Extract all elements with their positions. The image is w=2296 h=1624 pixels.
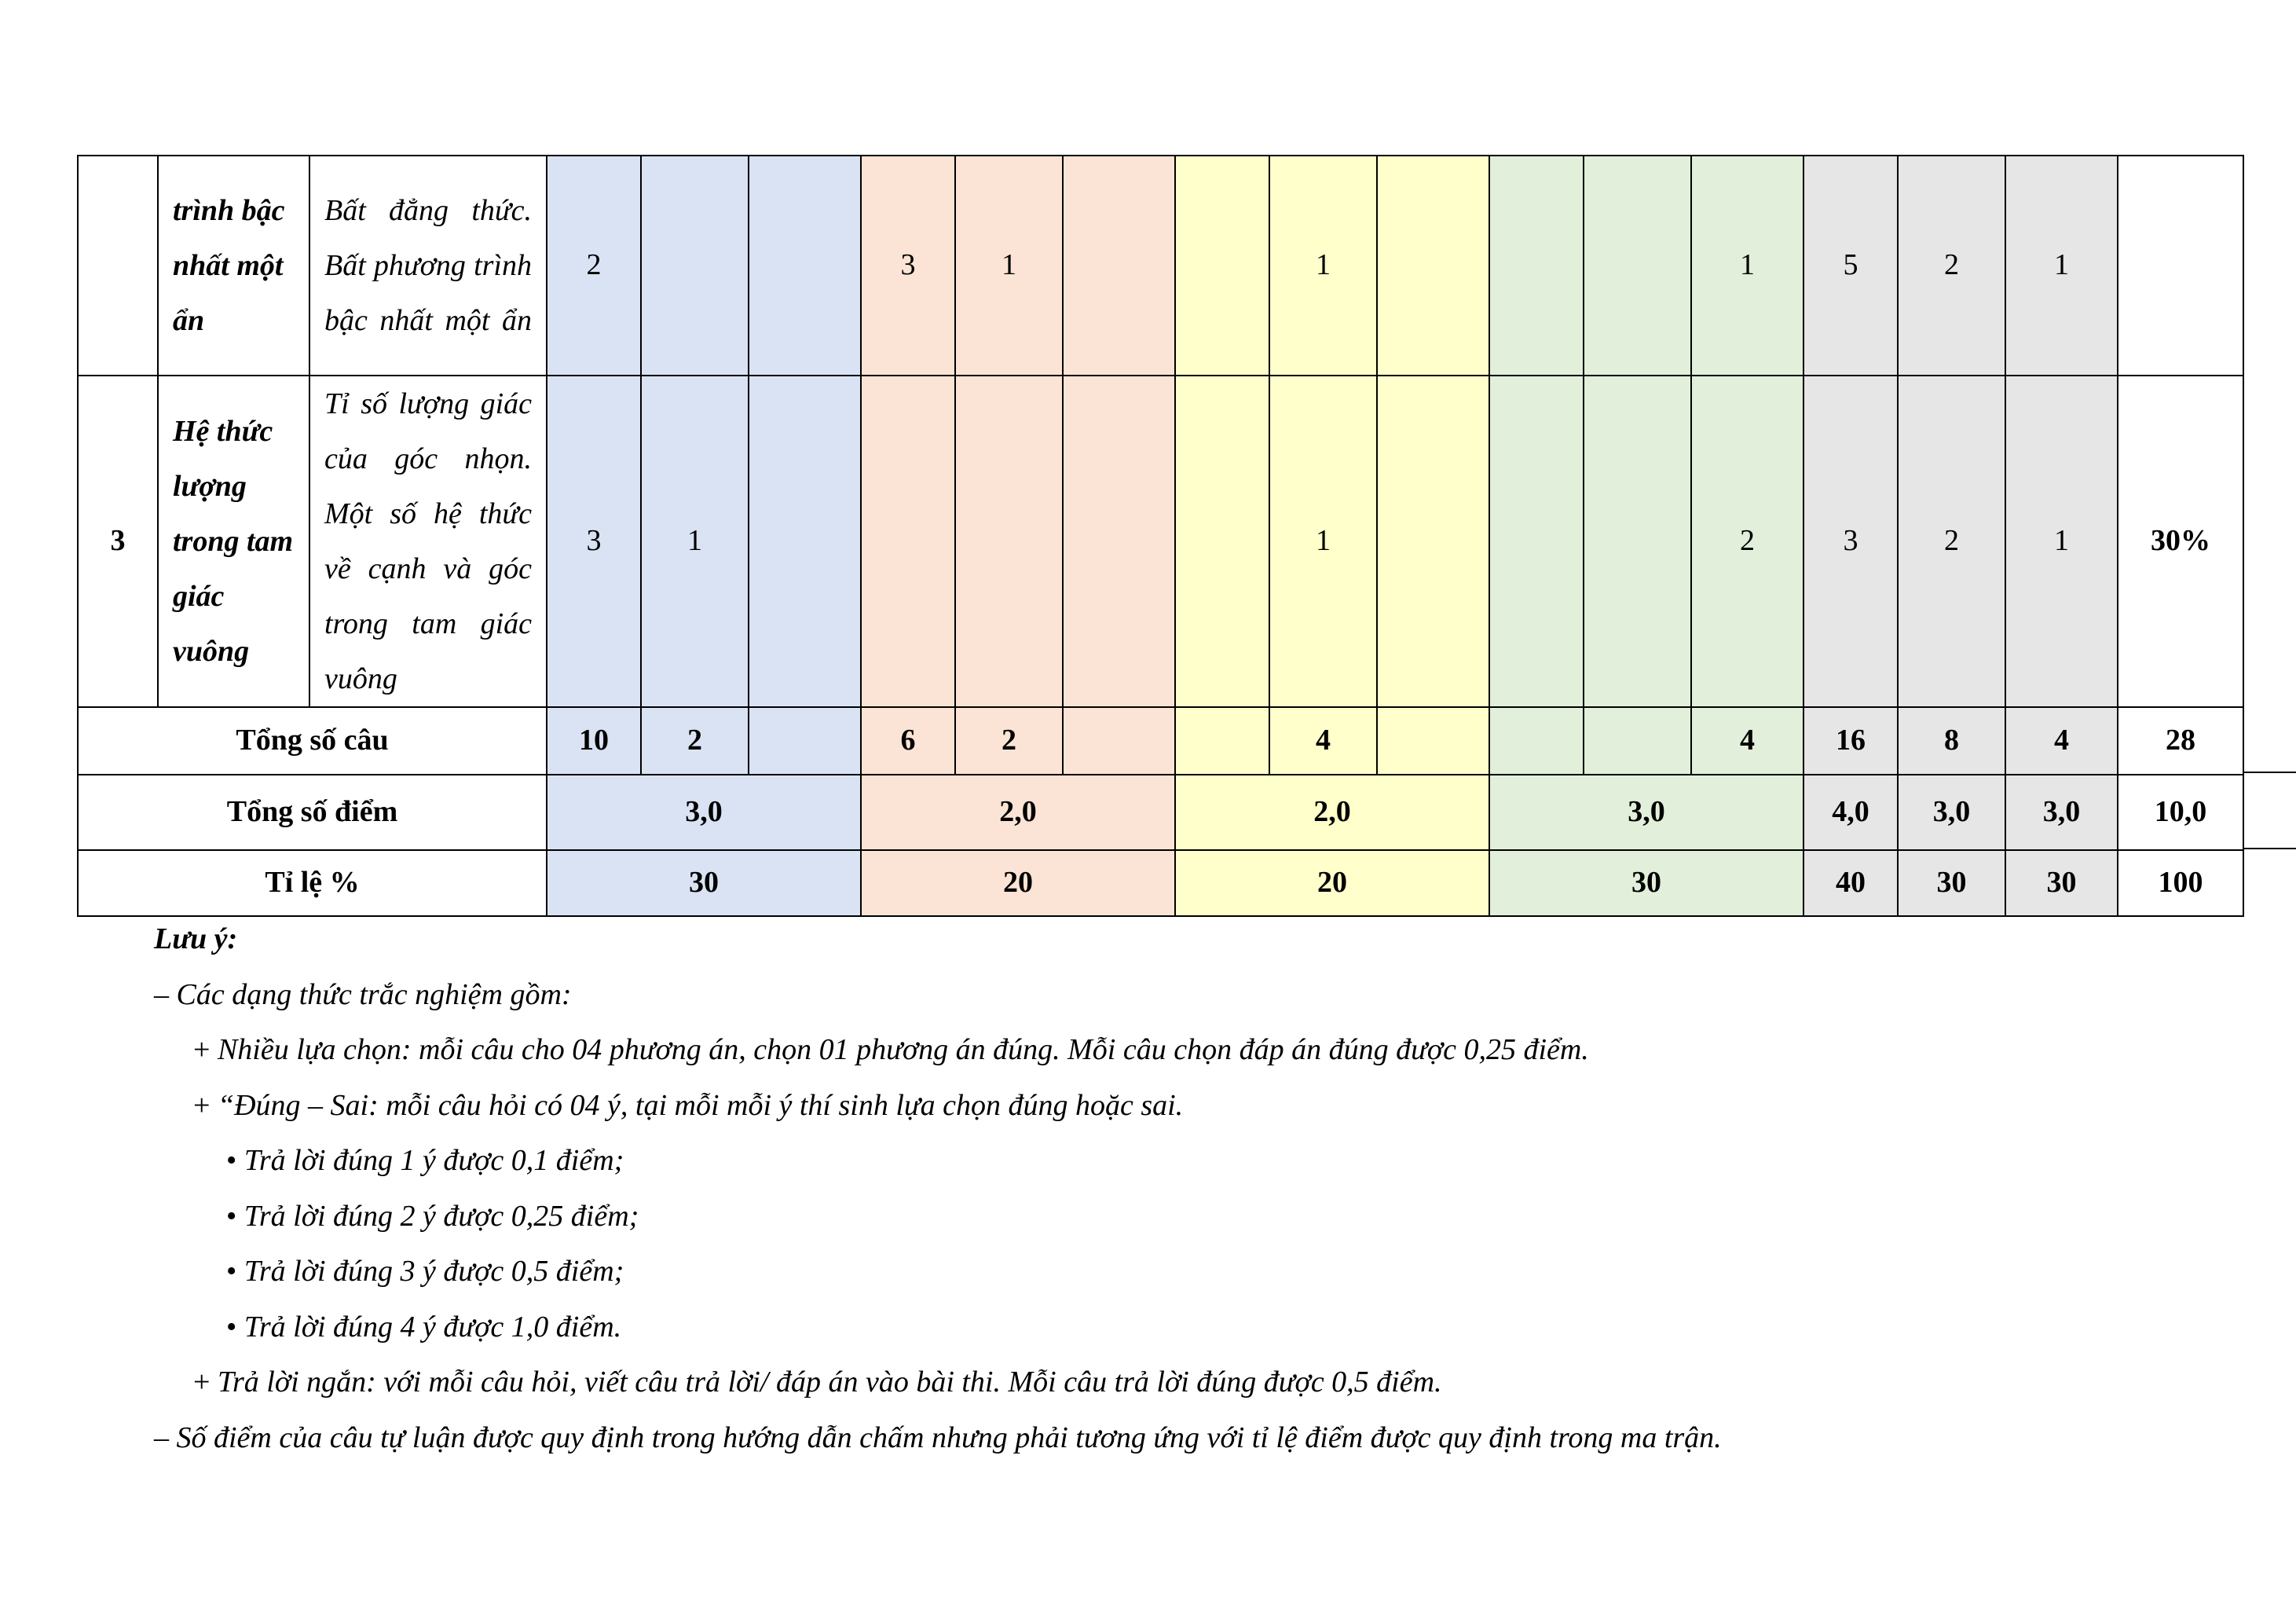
dash-bullet: – [154, 977, 169, 1011]
note-line [154, 1355, 2196, 1410]
group1-cell: 30 [547, 850, 861, 916]
plus-bullet: + [193, 1088, 211, 1122]
cell-c10 [1489, 156, 1584, 376]
note-text: “Đúng – Sai: mỗi câu hỏi có 04 ý, tại mỗi mỗi ý thí sinh lựa chọn đúng hoặc sai. [217, 1088, 1184, 1122]
dot-bullet: • [226, 1255, 237, 1288]
group1-cell: 3,0 [547, 775, 861, 850]
cell-c3 [749, 707, 861, 775]
assessment-matrix-table [77, 155, 2244, 917]
table-extension-line [2243, 772, 2296, 773]
dash-bullet: – [154, 1421, 169, 1454]
cell-c8: 1 [1269, 156, 1377, 376]
cell-c12: 4 [1691, 707, 1803, 775]
cell-c14: 2 [1898, 376, 2005, 707]
cell-c5: 1 [955, 156, 1063, 376]
group2-cell: 20 [861, 850, 1175, 916]
note-text: Trả lời đúng 4 ý được 1,0 điểm. [244, 1310, 622, 1344]
cell-c14: 2 [1898, 156, 2005, 376]
plus-bullet: + [193, 1033, 211, 1066]
note-text: Các dạng thức trắc nghiệm gồm: [176, 977, 572, 1011]
unit-cell: Tỉ số lượng giác của góc nhọn. Một số hệ thức về cạnh và góc trong tam giác vuông [309, 376, 547, 707]
cell-c2: 2 [641, 707, 749, 775]
cell-c7 [1175, 156, 1269, 376]
total-questions-label: Tổng số câu [78, 707, 547, 775]
total-points-label: Tổng số điểm [78, 775, 547, 850]
cell-c10 [1489, 376, 1584, 707]
cell-c7 [1175, 707, 1269, 775]
cell-c3 [749, 156, 861, 376]
cell-c3 [749, 376, 861, 707]
cell-c4: 6 [861, 707, 955, 775]
cell-c5 [955, 376, 1063, 707]
cell-c13: 3 [1803, 376, 1898, 707]
note-text: Trả lời đúng 2 ý được 0,25 điểm; [244, 1199, 639, 1233]
note-line [154, 1078, 2196, 1134]
group4-cell: 30 [1489, 850, 1803, 916]
cell-c12: 1 [1691, 156, 1803, 376]
cell-c2: 1 [641, 376, 749, 707]
table-extension-line [2243, 848, 2296, 849]
group4-cell: 3,0 [1489, 775, 1803, 850]
group3-cell: 20 [1175, 850, 1489, 916]
cell-c8: 1 [1269, 376, 1377, 707]
cell-c15: 30 [2005, 850, 2118, 916]
cell-c11 [1584, 376, 1691, 707]
cell-c9 [1377, 376, 1489, 707]
cell-c8: 4 [1269, 707, 1377, 775]
note-text: Trả lời đúng 3 ý được 0,5 điểm; [244, 1255, 624, 1288]
note-line [154, 1410, 2196, 1466]
cell-c12: 2 [1691, 376, 1803, 707]
table-row-total-points [78, 775, 2243, 850]
table-row-partial [78, 156, 2243, 376]
cell-c9 [1377, 156, 1489, 376]
group2-cell: 2,0 [861, 775, 1175, 850]
cell-c7 [1175, 376, 1269, 707]
cell-c10 [1489, 707, 1584, 775]
note-text: Số điểm của câu tự luận được quy định trong hướng dẫn chấm nhưng phải tương ứng với tỉ lệ điểm được quy định trong ma trận. [176, 1421, 1722, 1454]
dot-bullet: • [226, 1310, 237, 1344]
cell-c1: 2 [547, 156, 641, 376]
cell-c11 [1584, 156, 1691, 376]
note-text: Nhiều lựa chọn: mỗi câu cho 04 phương án, chọn 01 phương án đúng. Mỗi câu chọn đáp án đúng được 0,25 điểm. [217, 1033, 1589, 1066]
notes-title: Lưu ý: [154, 922, 238, 955]
pct-cell: 30% [2118, 376, 2243, 707]
total-cell: 28 [2118, 707, 2243, 775]
topic-cell: Hệ thức lượng trong tam giác vuông [158, 376, 309, 707]
total-cell: 100 [2118, 850, 2243, 916]
note-line [154, 1300, 2196, 1355]
stt-cell: 3 [78, 376, 158, 707]
cell-c14: 3,0 [1898, 775, 2005, 850]
note-line [154, 1022, 2196, 1078]
cell-c2 [641, 156, 749, 376]
note-text: Trả lời đúng 1 ý được 0,1 điểm; [244, 1144, 624, 1177]
pct-cell [2118, 156, 2243, 376]
cell-c5: 2 [955, 707, 1063, 775]
plus-bullet: + [193, 1366, 211, 1399]
cell-c1: 10 [547, 707, 641, 775]
ratio-label: Tỉ lệ % [78, 850, 547, 916]
note-line [154, 967, 2196, 1023]
topic-cell: trình bậc nhất một ẩn [158, 156, 309, 376]
dot-bullet: • [226, 1199, 237, 1233]
cell-c4 [861, 376, 955, 707]
note-text: Trả lời ngắn: với mỗi câu hỏi, viết câu trả lời/ đáp án vào bài thi. Mỗi câu trả lời đúng được 0,5 điểm. [217, 1366, 1442, 1399]
cell-c6 [1063, 707, 1175, 775]
cell-c14: 30 [1898, 850, 2005, 916]
cell-c1: 3 [547, 376, 641, 707]
cell-c4: 3 [861, 156, 955, 376]
table-row-ratio [78, 850, 2243, 916]
note-line [154, 1133, 2196, 1189]
total-cell: 10,0 [2118, 775, 2243, 850]
table-row-3 [78, 376, 2243, 707]
cell-c6 [1063, 376, 1175, 707]
cell-c6 [1063, 156, 1175, 376]
cell-c15: 1 [2005, 156, 2118, 376]
cell-c13: 16 [1803, 707, 1898, 775]
cell-c13: 4,0 [1803, 775, 1898, 850]
cell-c13: 40 [1803, 850, 1898, 916]
cell-c14: 8 [1898, 707, 2005, 775]
group3-cell: 2,0 [1175, 775, 1489, 850]
cell-c9 [1377, 707, 1489, 775]
stt-cell [78, 156, 158, 376]
unit-cell: Bất đẳng thức. Bất phương trình bậc nhất một ẩn [309, 156, 547, 376]
cell-c11 [1584, 707, 1691, 775]
note-line [154, 1244, 2196, 1300]
table-row-total-questions [78, 707, 2243, 775]
cell-c13: 5 [1803, 156, 1898, 376]
cell-c15: 1 [2005, 376, 2118, 707]
note-line [154, 1189, 2196, 1245]
notes-section [154, 911, 2196, 1465]
dot-bullet: • [226, 1144, 237, 1177]
cell-c15: 3,0 [2005, 775, 2118, 850]
cell-c15: 4 [2005, 707, 2118, 775]
